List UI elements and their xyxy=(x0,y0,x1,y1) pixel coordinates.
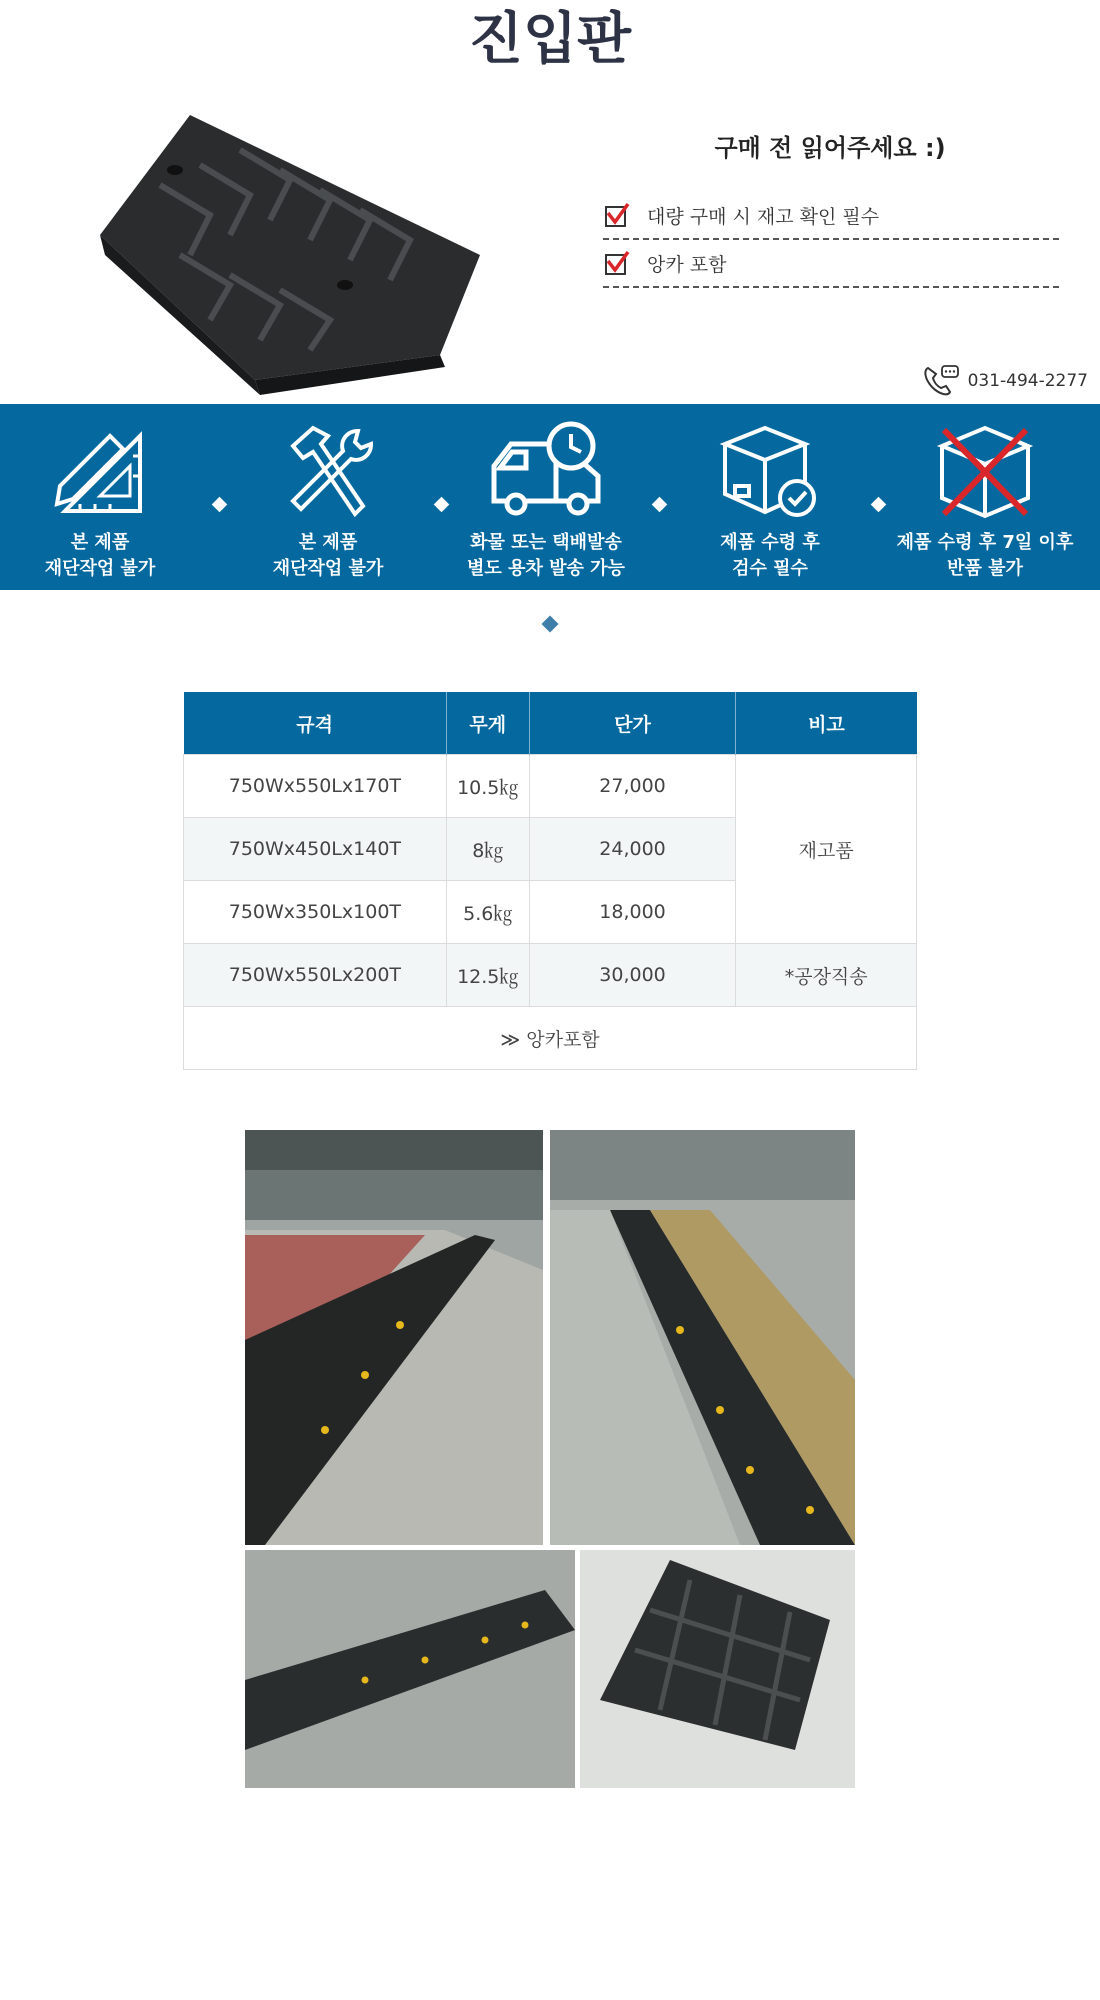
cell-note: *공장직송 xyxy=(736,944,917,1007)
installation-photo-4 xyxy=(580,1550,855,1788)
feature-item xyxy=(228,416,428,582)
feature-label: 재단작업 불가 xyxy=(272,558,384,579)
feature-label: 본 제품 xyxy=(70,532,130,553)
cell-spec: 750Wx450Lx140T xyxy=(184,818,447,881)
installation-photo-1 xyxy=(245,1130,543,1545)
box-x-icon xyxy=(930,416,1040,526)
feature-label: 반품 불가 xyxy=(947,558,1023,579)
section-divider-dot xyxy=(542,616,559,633)
cell-price: 24,000 xyxy=(529,818,736,881)
delivery-truck-clock-icon xyxy=(486,416,606,526)
cell-footer: ≫ 앙카포함 xyxy=(184,1007,917,1070)
hammer-wrench-icon xyxy=(273,416,383,526)
notice-item-text: 앙카 포함 xyxy=(647,253,727,276)
notice-item xyxy=(603,240,1059,288)
feature-item xyxy=(885,416,1085,582)
separator-dot xyxy=(652,497,668,513)
feature-label: 본 제품 xyxy=(298,532,358,553)
cell-weight: 12.5㎏ xyxy=(446,944,529,1007)
cell-weight: 5.6㎏ xyxy=(446,881,529,944)
cell-weight: 10.5㎏ xyxy=(446,755,529,818)
feature-item xyxy=(0,416,200,582)
ruler-pencil-icon xyxy=(45,416,155,526)
table-footer-row xyxy=(184,1007,917,1070)
price-table xyxy=(183,692,917,1070)
cell-price: 30,000 xyxy=(529,944,736,1007)
cell-price: 27,000 xyxy=(529,755,736,818)
feature-item xyxy=(670,416,870,582)
feature-banner xyxy=(0,404,1100,590)
feature-label: 화물 또는 택배발송 xyxy=(470,532,622,553)
checkbox-check-icon xyxy=(603,201,631,229)
separator-dot xyxy=(871,497,887,513)
table-header-row xyxy=(184,692,917,755)
notice-item-text: 대량 구매 시 재고 확인 필수 xyxy=(647,205,880,228)
feature-label: 재단작업 불가 xyxy=(44,558,156,579)
phone-icon xyxy=(922,364,960,398)
cell-spec: 750Wx550Lx170T xyxy=(184,755,447,818)
notice-title: 구매 전 읽어주세요 :) xyxy=(714,134,946,162)
phone-contact[interactable] xyxy=(922,364,1088,398)
feature-label: 별도 용차 발송 가능 xyxy=(467,558,625,579)
page-title: 진입판 xyxy=(468,7,632,72)
header-note: 비고 xyxy=(736,692,917,755)
phone-number: 031-494-2277 xyxy=(967,371,1088,391)
checkbox-check-icon xyxy=(603,249,631,277)
feature-label: 제품 수령 후 xyxy=(720,532,820,553)
cell-spec: 750Wx550Lx200T xyxy=(184,944,447,1007)
separator-dot xyxy=(212,497,228,513)
notice-item xyxy=(603,192,1059,240)
installation-photo-3 xyxy=(245,1550,575,1788)
cell-note: 재고품 xyxy=(736,755,917,944)
table-row xyxy=(184,944,917,1007)
table-row xyxy=(184,755,917,818)
cell-price: 18,000 xyxy=(529,881,736,944)
cell-spec: 750Wx350Lx100T xyxy=(184,881,447,944)
cell-weight: 8㎏ xyxy=(446,818,529,881)
product-image xyxy=(80,105,500,395)
header-spec: 규격 xyxy=(184,692,447,755)
header-weight: 무게 xyxy=(446,692,529,755)
feature-item xyxy=(446,416,646,582)
feature-label: 검수 필수 xyxy=(732,558,808,579)
feature-label: 제품 수령 후 7일 이후 xyxy=(896,532,1074,553)
installation-photo-2 xyxy=(550,1130,855,1545)
box-check-icon xyxy=(715,416,825,526)
header-price: 단가 xyxy=(529,692,736,755)
